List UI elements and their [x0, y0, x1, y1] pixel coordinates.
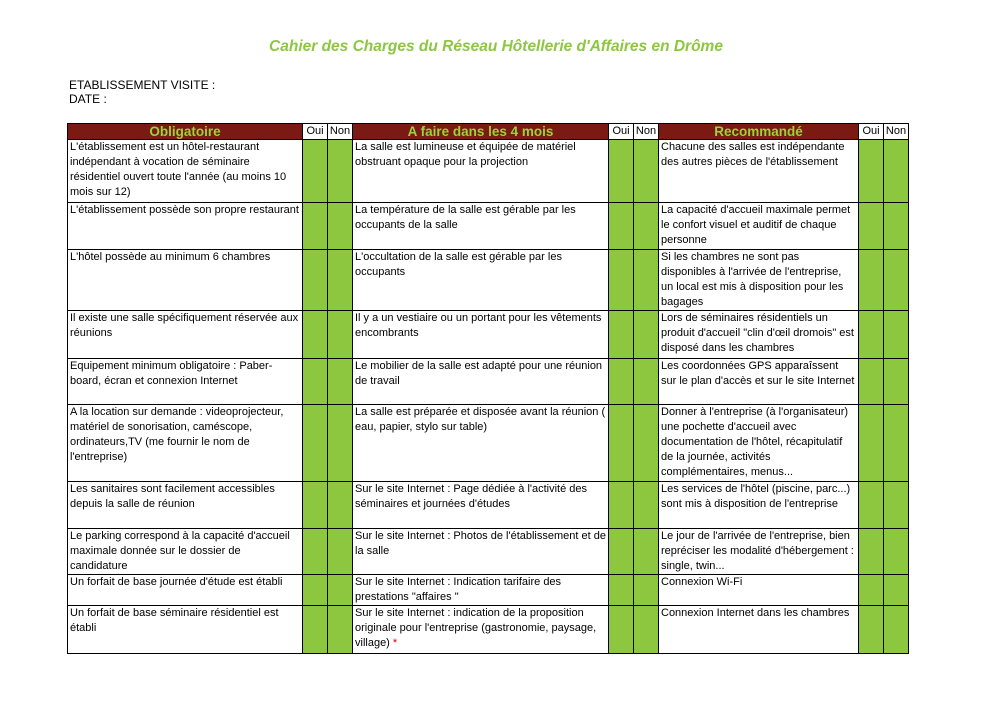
non-checkbox[interactable] [634, 529, 659, 575]
oui-checkbox[interactable] [859, 203, 884, 250]
oui-checkbox[interactable] [609, 203, 634, 250]
non-checkbox[interactable] [634, 311, 659, 359]
obligatoire-cell: A la location sur demande : videoprojecteur, matériel de sonorisation, caméscope, ordinateurs,TV (me fournir le nom de l'entreprise) [68, 405, 303, 482]
obligatoire-cell: Equipement minimum obligatoire : Paber-board, écran et connexion Internet [68, 359, 303, 405]
header-non: Non [328, 124, 353, 140]
quatre-mois-cell: Sur le site Internet : Photos de l'établissement et de la salle [353, 529, 609, 575]
table-row [68, 359, 909, 405]
non-checkbox[interactable] [328, 250, 353, 311]
non-checkbox[interactable] [884, 482, 909, 529]
oui-checkbox[interactable] [609, 529, 634, 575]
oui-checkbox[interactable] [303, 359, 328, 405]
oui-checkbox[interactable] [859, 575, 884, 606]
header-quatre-mois: A faire dans les 4 mois [353, 124, 609, 140]
table-row [68, 575, 909, 606]
non-checkbox[interactable] [884, 529, 909, 575]
non-checkbox[interactable] [634, 575, 659, 606]
oui-checkbox[interactable] [609, 311, 634, 359]
non-checkbox[interactable] [634, 250, 659, 311]
obligatoire-cell: Un forfait de base journée d'étude est établi [68, 575, 303, 606]
header-oui: Oui [303, 124, 328, 140]
recommande-cell: Donner à l'entreprise (à l'organisateur) une pochette d'accueil avec documentation de l'hôtel, récapitulatif de la journée, activités complémentaires, menus... [659, 405, 859, 482]
recommande-cell: Le jour de l'arrivée de l'entreprise, bien repréciser les modalité d'hébergement : single, twin... [659, 529, 859, 575]
obligatoire-cell: L'établissement est un hôtel-restaurant indépendant à vocation de séminaire résidentiel ouvert toute l'année (au moins 10 mois sur 12) [68, 140, 303, 203]
page-title: Cahier des Charges du Réseau Hôtellerie d'Affaires en Drôme [269, 38, 723, 55]
oui-checkbox[interactable] [609, 250, 634, 311]
table-row [68, 482, 909, 529]
non-checkbox[interactable] [328, 140, 353, 203]
non-checkbox[interactable] [884, 203, 909, 250]
oui-checkbox[interactable] [303, 529, 328, 575]
non-checkbox[interactable] [884, 606, 909, 654]
obligatoire-cell: L'hôtel possède au minimum 6 chambres [68, 250, 303, 311]
oui-checkbox[interactable] [303, 311, 328, 359]
table-row [68, 405, 909, 482]
visit-info [69, 78, 215, 106]
oui-checkbox[interactable] [303, 606, 328, 654]
oui-checkbox[interactable] [303, 405, 328, 482]
table-row [68, 203, 909, 250]
establishment-label: ETABLISSEMENT VISITE : [69, 78, 216, 92]
oui-checkbox[interactable] [303, 250, 328, 311]
recommande-cell: Lors de séminaires résidentiels un produit d'accueil "clin d'œil dromois" est disposé dans les chambres [659, 311, 859, 359]
non-checkbox[interactable] [884, 311, 909, 359]
quatre-mois-cell [353, 606, 609, 654]
non-checkbox[interactable] [328, 529, 353, 575]
table-row [68, 140, 909, 203]
oui-checkbox[interactable] [609, 140, 634, 203]
quatre-mois-cell: Sur le site Internet : Page dédiée à l'activité des séminaires et journées d'études [353, 482, 609, 529]
table-row [68, 250, 909, 311]
non-checkbox[interactable] [328, 606, 353, 654]
non-checkbox[interactable] [884, 359, 909, 405]
oui-checkbox[interactable] [609, 359, 634, 405]
obligatoire-cell: L'établissement possède son propre restaurant [68, 203, 303, 250]
oui-checkbox[interactable] [859, 359, 884, 405]
recommande-cell: Connexion Wi-Fi [659, 575, 859, 606]
obligatoire-cell: Il existe une salle spécifiquement réservée aux réunions [68, 311, 303, 359]
recommande-cell: La capacité d'accueil maximale permet le confort visuel et auditif de chaque personne [659, 203, 859, 250]
oui-checkbox[interactable] [303, 482, 328, 529]
requirements-table [67, 123, 909, 654]
header-non: Non [634, 124, 659, 140]
oui-checkbox[interactable] [859, 311, 884, 359]
quatre-mois-cell: La salle est lumineuse et équipée de matériel obstruant opaque pour la projection [353, 140, 609, 203]
non-checkbox[interactable] [634, 359, 659, 405]
quatre-mois-text: Sur le site Internet : indication de la proposition originale pour l'entreprise (gastronomie, paysage, village) [355, 607, 597, 649]
non-checkbox[interactable] [634, 140, 659, 203]
non-checkbox[interactable] [634, 203, 659, 250]
date-label: DATE : [69, 92, 107, 106]
footnote-star: * [392, 637, 398, 649]
recommande-cell: Connexion Internet dans les chambres [659, 606, 859, 654]
quatre-mois-cell: Le mobilier de la salle est adapté pour une réunion de travail [353, 359, 609, 405]
non-checkbox[interactable] [884, 140, 909, 203]
oui-checkbox[interactable] [859, 405, 884, 482]
quatre-mois-cell: La salle est préparée et disposée avant la réunion ( eau, papier, stylo sur table) [353, 405, 609, 482]
table-row [68, 529, 909, 575]
recommande-cell: Les coordonnées GPS apparaîssent sur le plan d'accès et sur le site Internet [659, 359, 859, 405]
header-oui: Oui [859, 124, 884, 140]
obligatoire-cell: Les sanitaires sont facilement accessibles depuis la salle de réunion [68, 482, 303, 529]
table-row [68, 311, 909, 359]
non-checkbox[interactable] [328, 359, 353, 405]
non-checkbox[interactable] [328, 575, 353, 606]
oui-checkbox[interactable] [609, 482, 634, 529]
non-checkbox[interactable] [634, 482, 659, 529]
non-checkbox[interactable] [884, 575, 909, 606]
oui-checkbox[interactable] [609, 606, 634, 654]
quatre-mois-cell: L'occultation de la salle est gérable par les occupants [353, 250, 609, 311]
recommande-cell: Chacune des salles est indépendante des autres pièces de l'établissement [659, 140, 859, 203]
obligatoire-cell: Un forfait de base séminaire résidentiel est établi [68, 606, 303, 654]
oui-checkbox[interactable] [303, 203, 328, 250]
non-checkbox[interactable] [328, 482, 353, 529]
obligatoire-cell: Le parking correspond à la capacité d'accueil maximale donnée sur le dossier de candidature [68, 529, 303, 575]
recommande-cell: Les services de l'hôtel (piscine, parc...) sont mis à disposition de l'entreprise [659, 482, 859, 529]
header-non: Non [884, 124, 909, 140]
non-checkbox[interactable] [328, 405, 353, 482]
header-oui: Oui [609, 124, 634, 140]
oui-checkbox[interactable] [303, 575, 328, 606]
oui-checkbox[interactable] [859, 140, 884, 203]
oui-checkbox[interactable] [859, 606, 884, 654]
quatre-mois-cell: La température de la salle est gérable par les occupants de la salle [353, 203, 609, 250]
non-checkbox[interactable] [328, 311, 353, 359]
oui-checkbox[interactable] [609, 575, 634, 606]
oui-checkbox[interactable] [303, 140, 328, 203]
oui-checkbox[interactable] [609, 405, 634, 482]
quatre-mois-cell: Il y a un vestiaire ou un portant pour les vêtements encombrants [353, 311, 609, 359]
header-row [68, 124, 909, 140]
quatre-mois-cell: Sur le site Internet : Indication tarifaire des prestations "affaires " [353, 575, 609, 606]
oui-checkbox[interactable] [859, 529, 884, 575]
header-obligatoire: Obligatoire [68, 124, 303, 140]
header-recommande: Recommandé [659, 124, 859, 140]
non-checkbox[interactable] [884, 250, 909, 311]
table-row [68, 606, 909, 654]
oui-checkbox[interactable] [859, 250, 884, 311]
oui-checkbox[interactable] [859, 482, 884, 529]
non-checkbox[interactable] [328, 203, 353, 250]
non-checkbox[interactable] [634, 606, 659, 654]
recommande-cell: Si les chambres ne sont pas disponibles à l'arrivée de l'entreprise, un local est mis à disposition pour les bagages [659, 250, 859, 311]
non-checkbox[interactable] [634, 405, 659, 482]
non-checkbox[interactable] [884, 405, 909, 482]
